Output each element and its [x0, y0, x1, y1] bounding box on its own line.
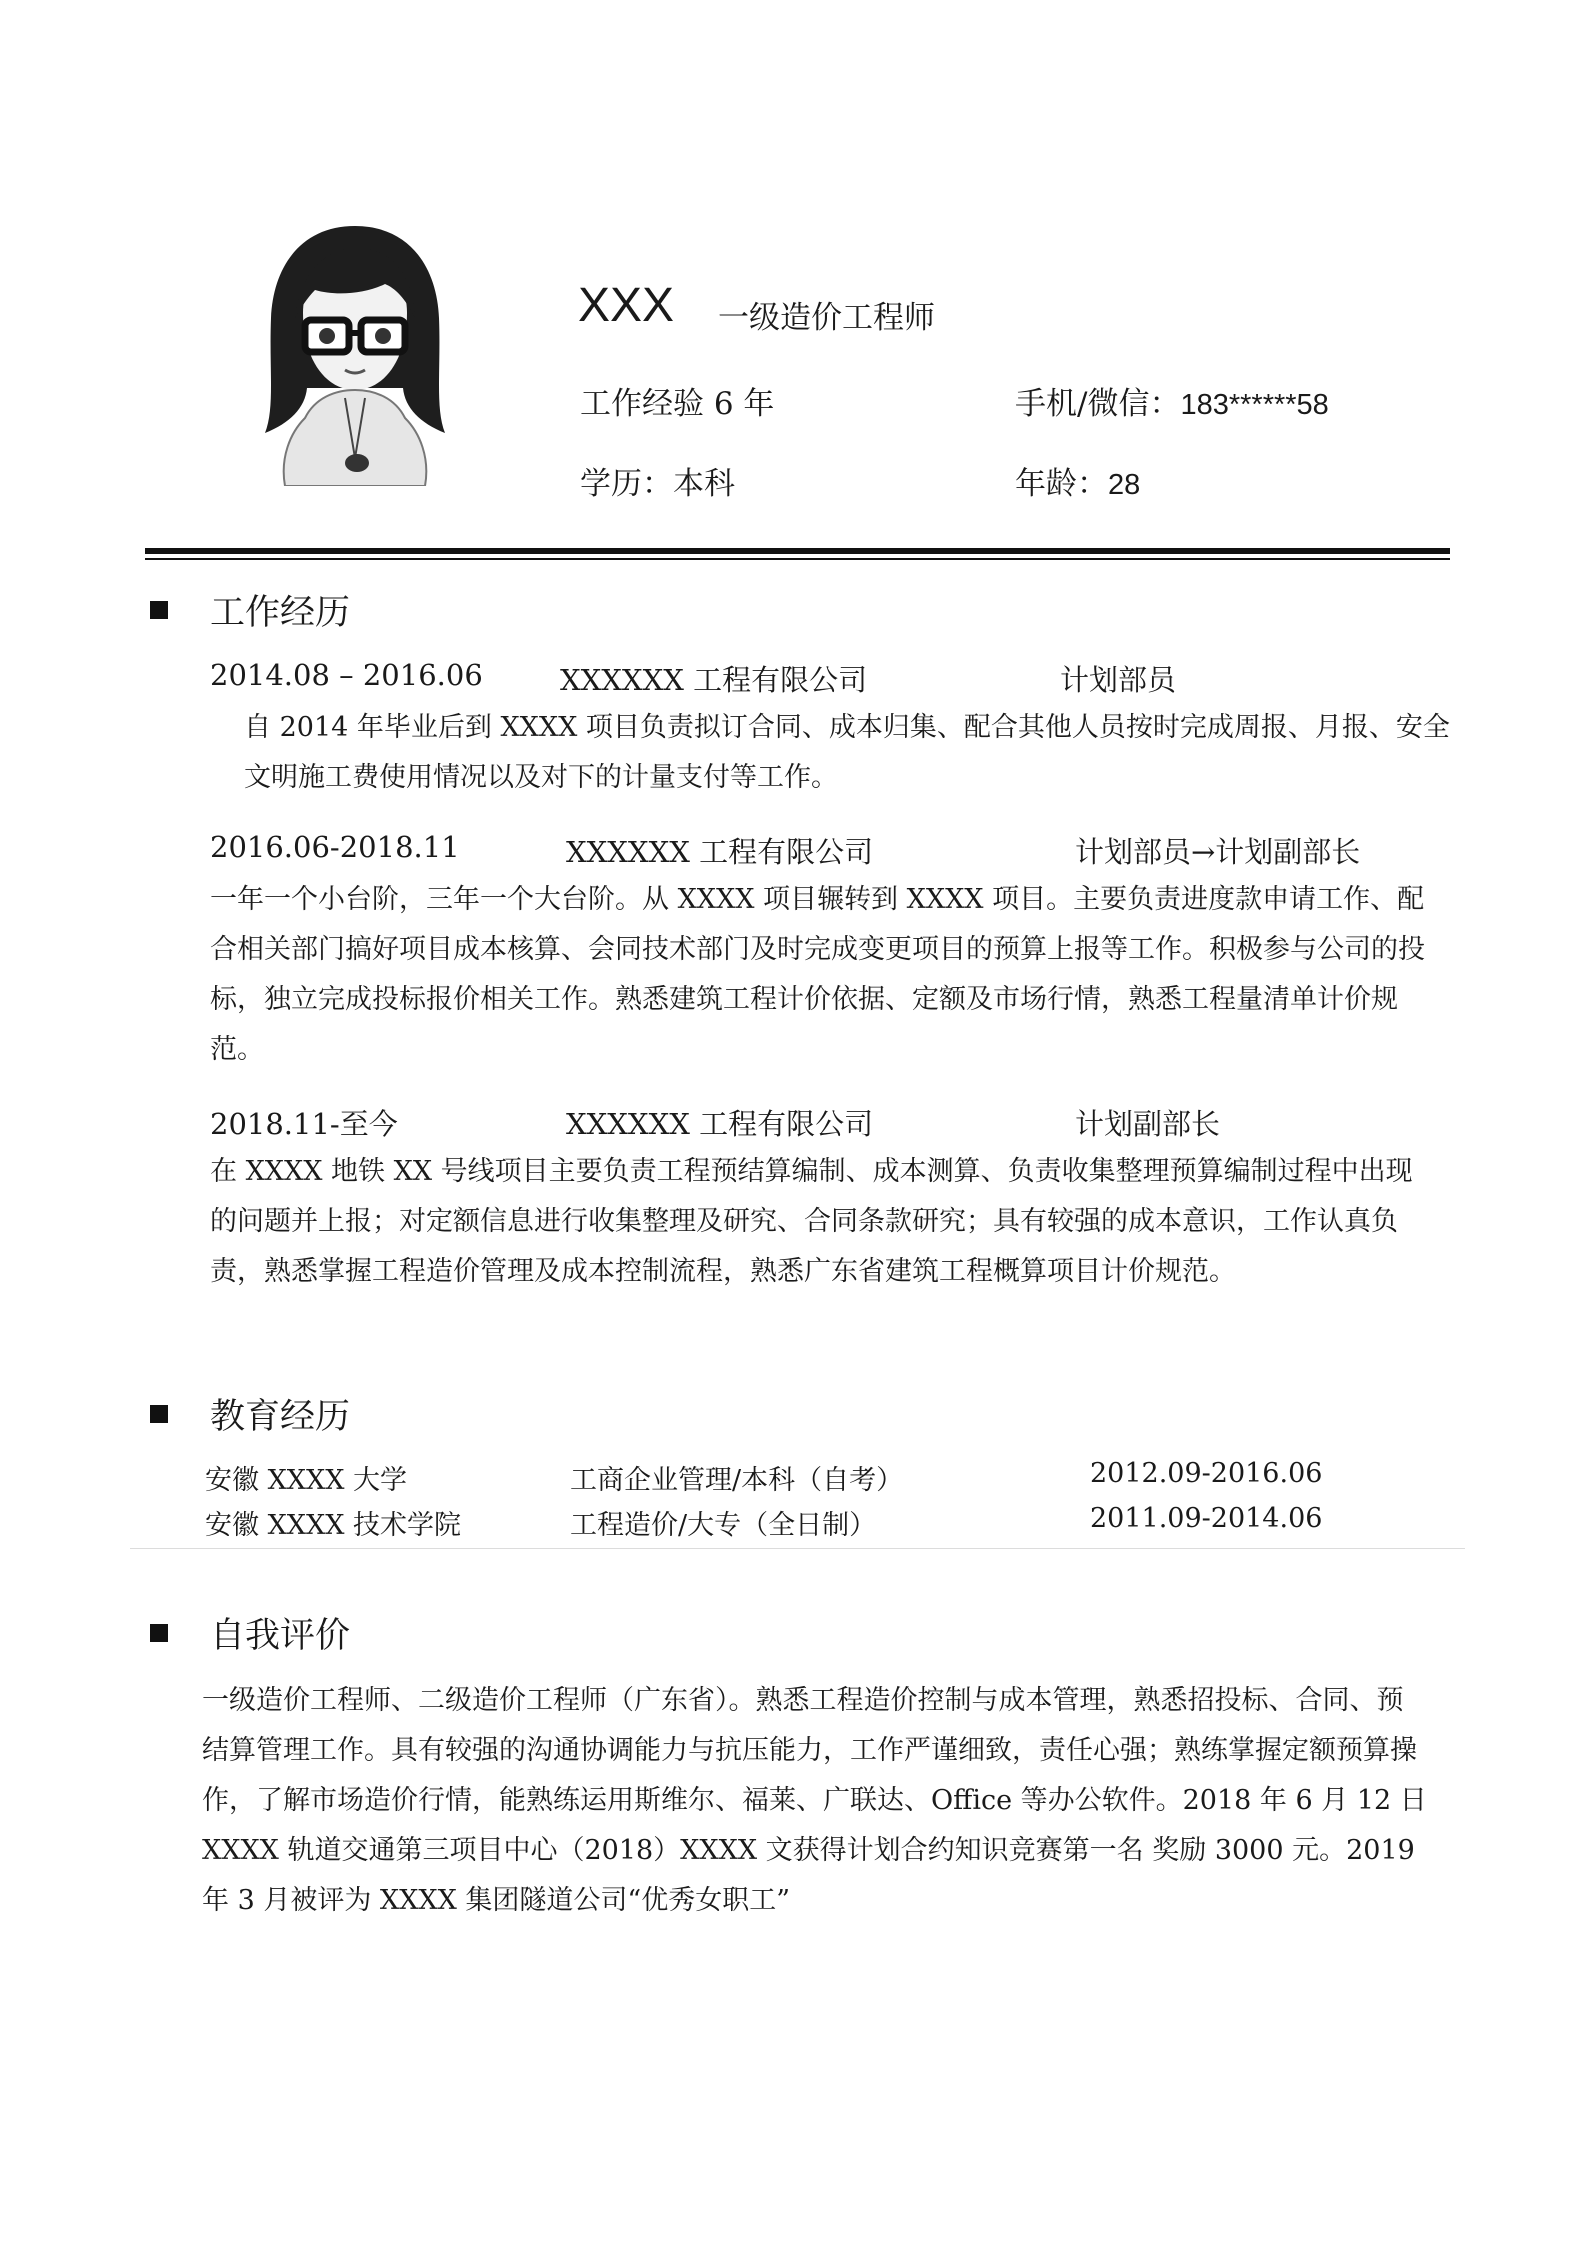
- work-experience: 工作经验 6 年: [580, 386, 775, 422]
- candidate-name: XXX: [578, 279, 675, 332]
- header-divider-thin: [145, 558, 1450, 560]
- education-level: 学历：本科: [580, 466, 735, 502]
- phone-label: 手机/微信：: [1015, 386, 1181, 422]
- edu-major: 工商企业管理/本科（自考）: [570, 1465, 904, 1496]
- job-role: 计划部员: [1060, 663, 1177, 697]
- job-period: 2014.08 – 2016.06: [210, 658, 483, 692]
- phone-field: [1015, 378, 1329, 423]
- section-title-self-evaluation: 自我评价: [210, 1616, 351, 1656]
- job-period: 2016.06-2018.11: [210, 830, 460, 864]
- section-bullet-icon: [150, 601, 168, 619]
- job-description: 自 2014 年毕业后到 XXXX 项目负责拟订合同、成本归集、配合其他人员按时完成周报、月报、安全文明施工费使用情况以及对下的计量支付等工作。: [244, 712, 1450, 793]
- edu-school: 安徽 XXXX 大学: [205, 1465, 408, 1496]
- self-evaluation-text: 一级造价工程师、二级造价工程师（广东省）。熟悉工程造价控制与成本管理，熟悉招投标、合同、预结算管理工作。具有较强的沟通协调能力与抗压能力，工作严谨细致，责任心强；熟练掌握定额预算操作，了解市场造价行情，能熟练运用斯维尔、福莱、广联达、Office 等办公软件。2018 年 6 月 12 日 XXXX 轨道交通第三项目中心（2018）XXXX 文获得计划合约知识竞赛第一名 奖励 3000 元。2019 年 3 月被评为 XXXX 集团隧道公司“优秀女职工”: [202, 1685, 1427, 1916]
- edu-period: 2011.09-2014.06: [1090, 1503, 1323, 1534]
- job-title: 一级造价工程师: [718, 300, 935, 336]
- edu-major: 工程造价/大专（全日制）: [570, 1510, 877, 1541]
- job-role: 计划副部长: [1075, 1107, 1221, 1141]
- job-company: XXXXXX 工程有限公司: [566, 1107, 874, 1141]
- section-bullet-icon: [150, 1624, 168, 1642]
- header-divider-thick: [145, 548, 1450, 554]
- age-label: 年龄：: [1015, 466, 1108, 502]
- age-field: [1015, 458, 1140, 503]
- section-title-education: 教育经历: [210, 1397, 351, 1437]
- job-description: 一年一个小台阶，三年一个大台阶。从 XXXX 项目辗转到 XXXX 项目。主要负责进度款申请工作、配合相关部门搞好项目成本核算、会同技术部门及时完成变更项目的预算上报等工作。积极参与公司的投标，独立完成投标报价相关工作。熟悉建筑工程计价依据、定额及市场行情，熟悉工程量清单计价规范。: [210, 884, 1425, 1065]
- job-company: XXXXXX 工程有限公司: [566, 835, 874, 869]
- job-period: 2018.11-至今: [210, 1107, 398, 1141]
- phone-value: 183******58: [1180, 389, 1329, 421]
- age-value: 28: [1108, 469, 1141, 501]
- section-title-work: 工作经历: [210, 593, 351, 633]
- section-bullet-icon: [150, 1405, 168, 1423]
- edu-school: 安徽 XXXX 技术学院: [205, 1510, 462, 1541]
- job-description: 在 XXXX 地铁 XX 号线项目主要负责工程预结算编制、成本测算、负责收集整理预算编制过程中出现的问题并上报；对定额信息进行收集整理及研究、合同条款研究；具有较强的成本意识，工作认真负责，熟悉掌握工程造价管理及成本控制流程，熟悉广东省建筑工程概算项目计价规范。: [210, 1156, 1413, 1287]
- job-role: 计划部员→计划副部长: [1075, 835, 1361, 869]
- section-divider: [130, 1548, 1465, 1549]
- job-company: XXXXXX 工程有限公司: [560, 663, 868, 697]
- edu-period: 2012.09-2016.06: [1090, 1458, 1323, 1489]
- avatar: [245, 218, 465, 486]
